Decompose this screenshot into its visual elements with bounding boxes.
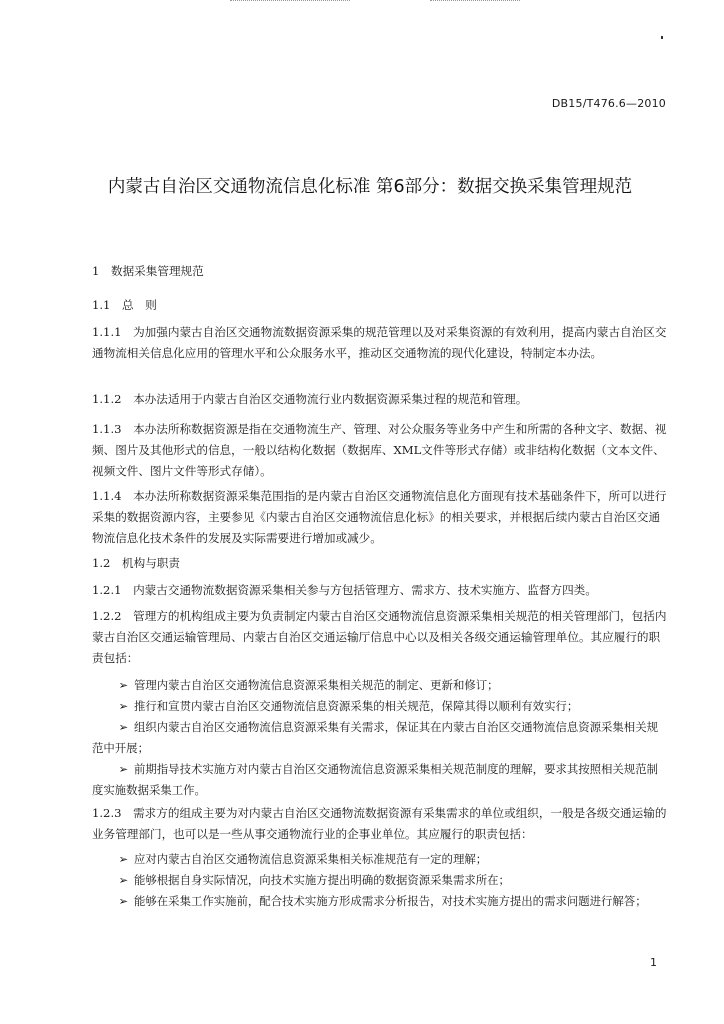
list-item-text: 推行和宣贯内蒙古自治区交通物流信息资源采集的相关规范，保障其得以顺利有效实行；	[134, 699, 579, 713]
list-item	[92, 717, 667, 759]
list-item	[92, 675, 667, 696]
list-item	[92, 870, 667, 891]
list-item-text: 管理内蒙古自治区交通物流信息资源采集相关规范的制定、更新和修订；	[134, 678, 499, 692]
paragraph-1-1-4: 1.1.4 本办法所称数据资源采集范围指的是内蒙古自治区交通物流信息化方面现有技术基础条件下，所可以进行采集的数据资源内容，主要参见《内蒙古自治区交通物流信息化标》的相关要求，并根据后续内蒙古自治区交通物流信息化技术条件的发展及实际需要进行增加或减少。	[92, 489, 667, 545]
list-item-text: 应对内蒙古自治区交通物流信息资源采集相关标准规范有一定的理解；	[134, 852, 488, 866]
bullet-icon: ➢	[118, 852, 128, 866]
page-title: 内蒙古自治区交通物流信息化标准 第6部分：数据交换采集管理规范	[107, 177, 633, 197]
subsection-heading: 1.2 机构与职责	[92, 556, 181, 570]
scan-artifact	[230, 0, 350, 7]
paragraph-1-2-2: 1.2.2 管理方的机构组成主要为负责制定内蒙古自治区交通物流信息资源采集相关规范的相关管理部门，包括内蒙古自治区交通运输管理局、内蒙古自治区交通运输厅信息中心以及相关各级交通运输管理单位。其应履行的职责包括：	[92, 609, 667, 665]
list-item-text: 能够根据自身实际情况，向技术实施方提出明确的数据资源采集需求所在；	[134, 873, 510, 887]
document-id: DB15/T476.6—2010	[551, 97, 666, 110]
page-number: 1	[650, 956, 657, 969]
paragraph-1-1-3: 1.1.3 本办法所称数据资源是指在交通物流生产、管理、对公众服务等业务中产生和所需的各种文字、数据、视频、图片及其他形式的信息，一般以结构化数据（数据库、XML文件等形式存储）或非结构化数据（文本文件、视频文件、图片文件等形式存储）。	[92, 422, 667, 478]
paragraph-1-1-2: 1.1.2 本办法适用于内蒙古自治区交通物流行业内数据资源采集过程的规范和管理。	[92, 392, 528, 406]
section-heading: 1 数据采集管理规范	[92, 264, 204, 278]
scan-speck	[661, 36, 663, 39]
bullet-icon: ➢	[118, 699, 128, 713]
bullet-icon: ➢	[118, 873, 128, 887]
paragraph-1-2-3: 1.2.3 需求方的组成主要为对内蒙古自治区交通物流数据资源有采集需求的单位或组织，一般是各级交通运输的业务管理部门，也可以是一些从事交通物流行业的企事业单位。其应履行的职责包括：	[92, 806, 667, 841]
bullet-icon: ➢	[118, 678, 128, 692]
bullet-icon: ➢	[118, 762, 128, 776]
list-item	[92, 696, 667, 717]
bullet-icon: ➢	[118, 894, 128, 908]
paragraph-1-1-1: 1.1.1 为加强内蒙古自治区交通物流数据资源采集的规范管理以及对采集资源的有效利用，提高内蒙古自治区交通物流相关信息化应用的管理水平和公众服务水平，推动区交通物流的现代化建设，特制定本办法。	[92, 325, 667, 360]
bullet-icon: ➢	[118, 720, 128, 734]
list-item	[92, 849, 667, 870]
scan-artifact	[430, 0, 520, 7]
list-item	[92, 891, 667, 912]
list-item-text: 能够在采集工作实施前，配合技术实施方形成需求分析报告，对技术实施方提出的需求问题进行解答；	[134, 894, 647, 908]
list-item	[92, 759, 667, 801]
paragraph-1-2-1: 1.2.1 内蒙古交通物流数据资源采集相关参与方包括管理方、需求方、技术实施方、监督方四类。	[92, 583, 597, 597]
list-item-text: 组织内蒙古自治区交通物流信息资源采集有关需求，保证其在内蒙古自治区交通物流信息资源采集相关规范中开展；	[92, 720, 658, 755]
subsection-heading: 1.1 总 则	[92, 298, 157, 312]
list-item-text: 前期指导技术实施方对内蒙古自治区交通物流信息资源采集相关规范制度的理解，要求其按照相关规范制度实施数据采集工作。	[92, 762, 658, 797]
